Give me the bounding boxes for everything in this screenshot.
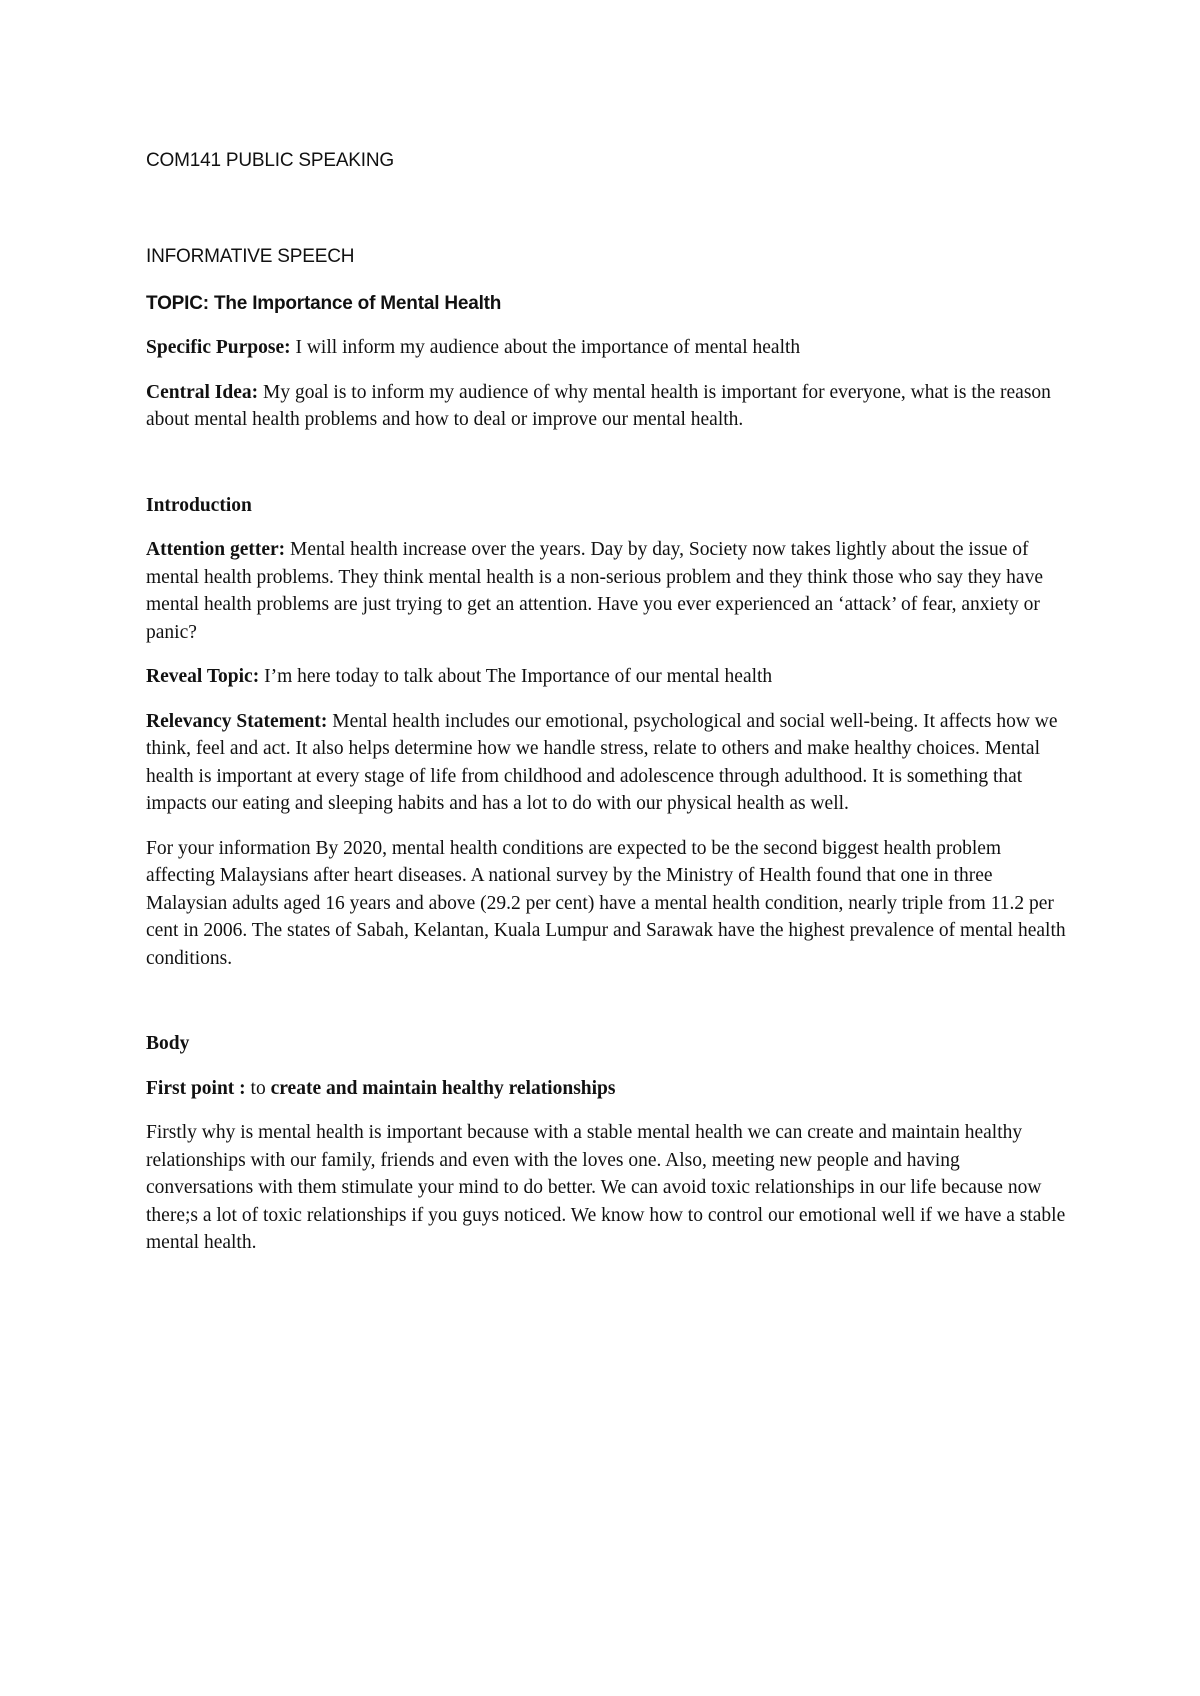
topic-value: The Importance of Mental Health — [213, 293, 502, 314]
speech-type-heading: INFORMATIVE SPEECH — [146, 246, 355, 267]
reveal-topic-label: Reveal Topic: — [146, 666, 260, 687]
first-point — [146, 1075, 1066, 1103]
specific-purpose-label: Specific Purpose: — [146, 337, 291, 358]
reveal-topic-text: I’m here today to talk about The Importance of our mental health — [264, 666, 773, 687]
central-idea — [146, 379, 1066, 434]
attention-getter-label: Attention getter: — [146, 539, 286, 560]
central-idea-text: My goal is to inform my audience of why mental health is important for everyone, what is the reason about mental health problems and how to deal or improve our mental health. — [146, 381, 1051, 430]
introduction-heading — [146, 492, 1066, 520]
reveal-topic — [146, 663, 1066, 691]
first-point-title: create and maintain healthy relationships — [270, 1077, 616, 1099]
first-point-label: First point : — [146, 1077, 246, 1099]
course-title: COM141 PUBLIC SPEAKING — [146, 150, 394, 171]
specific-purpose — [146, 334, 1066, 362]
specific-purpose-text: I will inform my audience about the importance of mental health — [295, 337, 801, 358]
introduction-heading-text: Introduction — [146, 494, 252, 516]
attention-getter-text: Mental health increase over the years. Day by day, Society now takes lightly about the issue of mental health problems. They think mental health is a non-serious problem and they think those who say they have mental health problems are just trying to get an attention. Have you ever experienced an ‘attack’ of fear, anxiety or panic? — [146, 539, 1043, 643]
relevancy-statement-text: Mental health includes our emotional, psychological and social well-being. It affects how we think, feel and act. It also helps determine how we handle stress, relate to others and make healthy choices. Mental health is important at every stage of life from childhood and adolescence through adulthood. It is something that impacts our eating and sleeping habits and has a lot to do with our physical health as well. — [146, 710, 1058, 814]
central-idea-label: Central Idea: — [146, 381, 259, 403]
info-paragraph: For your information By 2020, mental health conditions are expected to be the second biggest health problem affecting Malaysians after heart diseases. A national survey by the Ministry of Health found that one in three Malaysian adults aged 16 years and above (29.2 per cent) have a mental health condition, nearly triple from 11.2 per cent in 2006. The states of Sabah, Kelantan, Kuala Lumpur and Sarawak have the highest prevalence of mental health conditions. — [146, 837, 1066, 969]
body-heading — [146, 1030, 1066, 1058]
first-point-paragraph: Firstly why is mental health is important because with a stable mental health we can create and maintain healthy relationships with our family, friends and even with the loves one. Also, meeting new people and having conversations with them stimulate your mind to do better. We can avoid toxic relationships in our life because now there;s a lot of toxic relationships if you guys noticed. We know how to control our emotional well if we have a stable mental health. — [146, 1122, 1066, 1253]
document-content — [146, 148, 1066, 1257]
attention-getter — [146, 536, 1066, 646]
topic-line — [146, 291, 1066, 317]
relevancy-statement-label: Relevancy Statement: — [146, 710, 328, 732]
body-heading-text: Body — [146, 1033, 190, 1054]
relevancy-statement — [146, 708, 1066, 818]
first-point-connector: to — [250, 1077, 266, 1099]
topic-label: TOPIC: — [146, 293, 209, 314]
